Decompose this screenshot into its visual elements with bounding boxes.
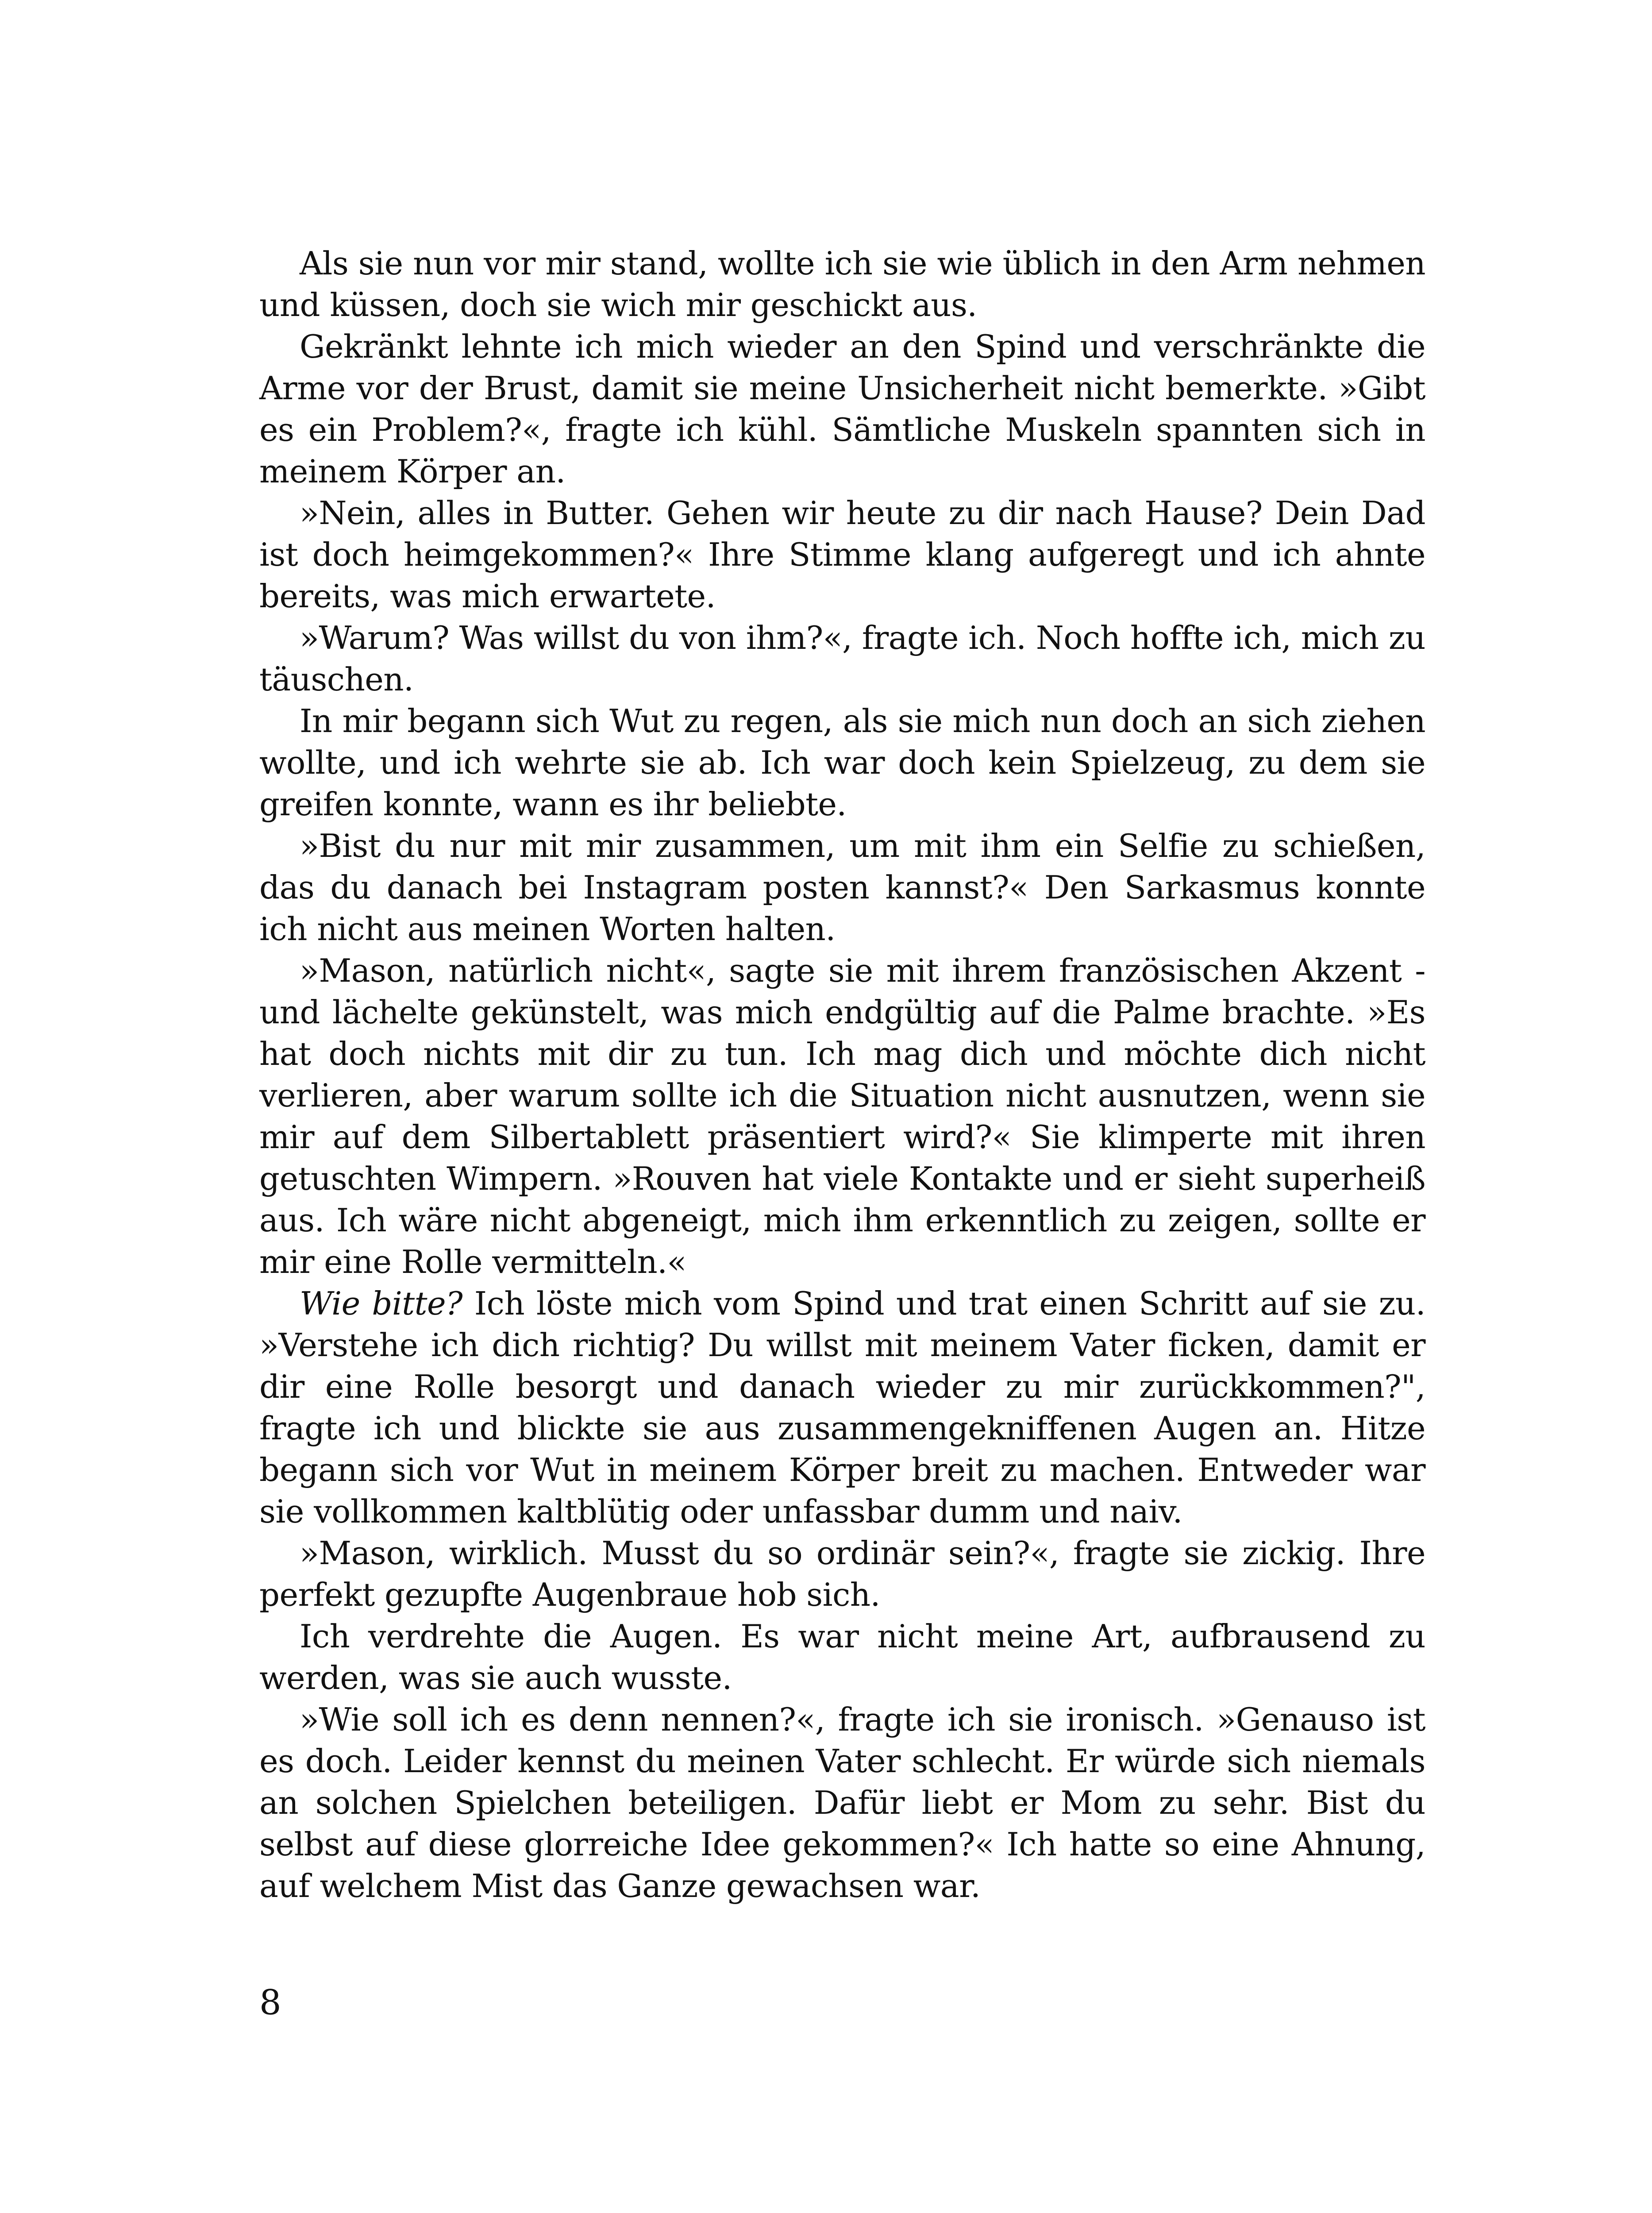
paragraph-10: Ich verdrehte die Augen. Es war nicht meine Art, aufbrausend zu werden, was sie auch wusste. xyxy=(259,1618,1425,1696)
paragraph-3: »Nein, alles in Butter. Gehen wir heute zu dir nach Hause? Dein Dad ist doch heimgekommen?« Ihre Stimme klang aufgeregt und ich ahnte bereits, was mich erwartete. xyxy=(259,494,1425,615)
italic-phrase: Wie bitte? xyxy=(300,1285,462,1322)
paragraph-1: Als sie nun vor mir stand, wollte ich sie wie üblich in den Arm nehmen und küssen, doch sie wich mir geschickt aus. xyxy=(259,245,1425,324)
paragraph-2: Gekränkt lehnte ich mich wieder an den Spind und verschränkte die Arme vor der Brust, damit sie meine Unsicherheit nicht bemerkte. »Gibt es ein Problem?«, fragte ich kühl. Sämtliche Muskeln spannten sich in meinem Körper an. xyxy=(259,328,1425,490)
paragraph-9: »Mason, wirklich. Musst du so ordinär sein?«, fragte sie zickig. Ihre perfekt gezupfte Augenbraue hob sich. xyxy=(259,1534,1425,1613)
paragraph-8 xyxy=(259,1283,1425,1532)
paragraph-8-text: Ich löste mich vom Spind und trat einen Schritt auf sie zu. »Verstehe ich dich richtig? Du willst mit meinem Vater ficken, damit er dir eine Rolle besorgt und danach wieder zu mir zurückkommen?", fragte ich und blickte sie aus zusammengekniffenen Augen an. Hitze begann sich vor Wut in meinem Körper breit zu machen. Entweder war sie vollkommen kaltblütig oder unfassbar dumm und naiv. xyxy=(259,1285,1425,1530)
paragraph-11: »Wie soll ich es denn nennen?«, fragte ich sie ironisch. »Genauso ist es doch. Leider kennst du meinen Vater schlecht. Er würde sich niemals an solchen Spielchen beteiligen. Dafür liebt er Mom zu sehr. Bist du selbst auf diese glorreiche Idee gekommen?« Ich hatte so eine Ahnung, auf welchem Mist das Ganze gewachsen war. xyxy=(259,1701,1425,1905)
page-number: 8 xyxy=(259,1983,281,2023)
body-text xyxy=(259,243,1425,1907)
paragraph-7: »Mason, natürlich nicht«, sagte sie mit ihrem französischen Akzent - und lächelte gekünstelt, was mich endgültig auf die Palme brachte. »Es hat doch nichts mit dir zu tun. Ich mag dich und möchte dich nicht verlieren, aber warum sollte ich die Situation nicht ausnutzen, wenn sie mir auf dem Silbertablett präsentiert wird?« Sie klimperte mit ihren getuschten Wimpern. »Rouven hat viele Kontakte und er sieht superheiß aus. Ich wäre nicht abgeneigt, mich ihm erkenntlich zu zeigen, sollte er mir eine Rolle vermitteln.« xyxy=(259,952,1425,1280)
paragraph-4: »Warum? Was willst du von ihm?«, fragte ich. Noch hoffte ich, mich zu täuschen. xyxy=(259,619,1425,698)
paragraph-6: »Bist du nur mit mir zusammen, um mit ihm ein Selfie zu schießen, das du danach bei Instagram posten kannst?« Den Sarkasmus konnte ich nicht aus meinen Worten halten. xyxy=(259,827,1425,948)
paragraph-5: In mir begann sich Wut zu regen, als sie mich nun doch an sich ziehen wollte, und ich wehrte sie ab. Ich war doch kein Spielzeug, zu dem sie greifen konnte, wann es ihr beliebte. xyxy=(259,702,1425,823)
